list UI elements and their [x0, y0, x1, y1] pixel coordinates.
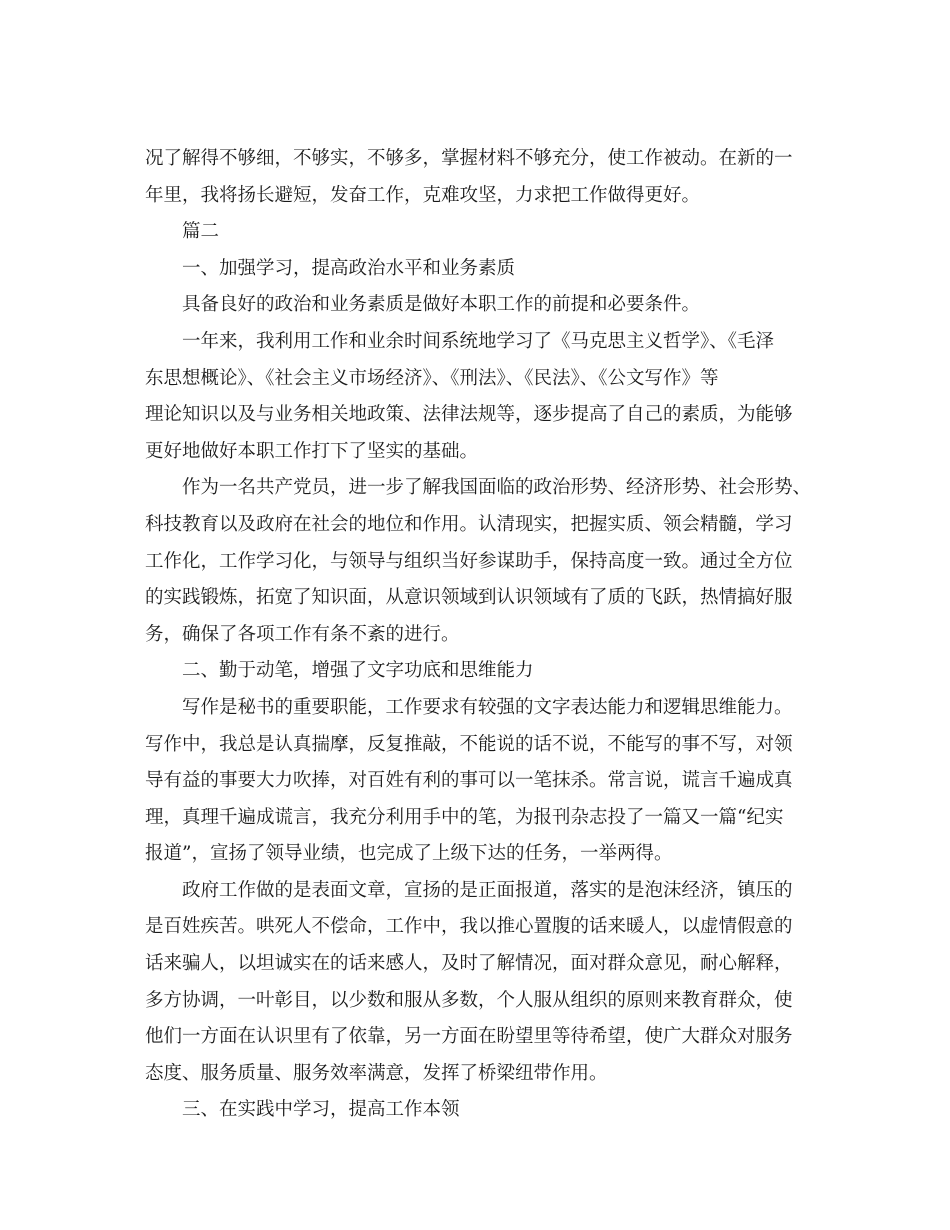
text-line: 政府工作做的是表面文章，宣扬的是正面报道，落实的是泡沫经济，镇压的 [182, 879, 793, 901]
text-line: 三、在实践中学习，提高工作本领 [182, 1099, 460, 1121]
text-line: 的实践锻炼，拓宽了知识面，从意识领域到认识领域有了质的飞跃，热情搞好服 [145, 587, 793, 609]
text-line: 话来骗人，以坦诚实在的话来感人，及时了解情况，面对群众意见，耐心解释， [145, 953, 793, 975]
text-line: 一、加强学习，提高政治水平和业务素质 [182, 257, 516, 279]
text-line: 工作化，工作学习化，与领导与组织当好参谋助手，保持高度一致。通过全方位 [145, 550, 793, 572]
text-line: 二、勤于动笔，增强了文字功底和思维能力 [182, 660, 534, 682]
text-line: 是百姓疾苦。哄死人不偿命，工作中，我以推心置腹的话来暖人，以虚情假意的 [145, 916, 793, 938]
text-line: 多方协调，一叶彰目，以少数和服从多数，个人服从组织的原则来教育群众，使 [145, 989, 793, 1011]
text-line: 态度、服务质量、服务效率满意，发挥了桥梁纽带作用。 [145, 1062, 608, 1084]
text-line: 具备良好的政治和业务素质是做好本职工作的前提和必要条件。 [182, 294, 701, 316]
text-line: 更好地做好本职工作打下了坚实的基础。 [145, 440, 479, 462]
document-body [145, 141, 810, 1129]
text-line: 他们一方面在认识里有了依靠，另一方面在盼望里等待希望，使广大群众对服务 [145, 1026, 793, 1048]
text-line: 导有益的事要大力吹捧，对百姓有利的事可以一笔抹杀。常言说，谎言千遍成真 [145, 770, 793, 792]
text-line: 写作中，我总是认真揣摩，反复推敲，不能说的话不说，不能写的事不写，对领 [145, 733, 793, 755]
text-line: 科技教育以及政府在社会的地位和作用。认清现实，把握实质、领会精髓，学习 [145, 513, 793, 535]
text-line: 报道”，宣扬了领导业绩，也完成了上级下达的任务，一举两得。 [145, 843, 673, 865]
text-line: 况了解得不够细，不够实，不够多，掌握材料不够充分，使工作被动。在新的一 [145, 148, 793, 169]
text-line: 写作是秘书的重要职能，工作要求有较强的文字表达能力和逻辑思维能力。 [182, 696, 793, 718]
text-line: 作为一名共产党员，进一步了解我国面临的政治形势、经济形势、社会形势、 [182, 477, 812, 499]
text-line: 东思想概论》、《社会主义市场经济》、《刑法》、《民法》、《公文写作》等 [145, 367, 719, 389]
text-line: 理，真理千遍成谎言，我充分利用手中的笔，为报刊杂志投了一篇又一篇“纪实 [145, 806, 784, 828]
text-line: 年里，我将扬长避短，发奋工作，克难攻坚，力求把工作做得更好。 [145, 184, 701, 206]
text-line: 理论知识以及与业务相关地政策、法律法规等，逐步提高了自己的素质，为能够 [145, 404, 793, 426]
text-line: 篇二 [182, 221, 220, 243]
text-line: 务，确保了各项工作有条不紊的进行。 [145, 623, 460, 645]
text-line: 一年来，我利用工作和业余时间系统地学习了《马克思主义哲学》、《毛泽 [182, 330, 775, 352]
